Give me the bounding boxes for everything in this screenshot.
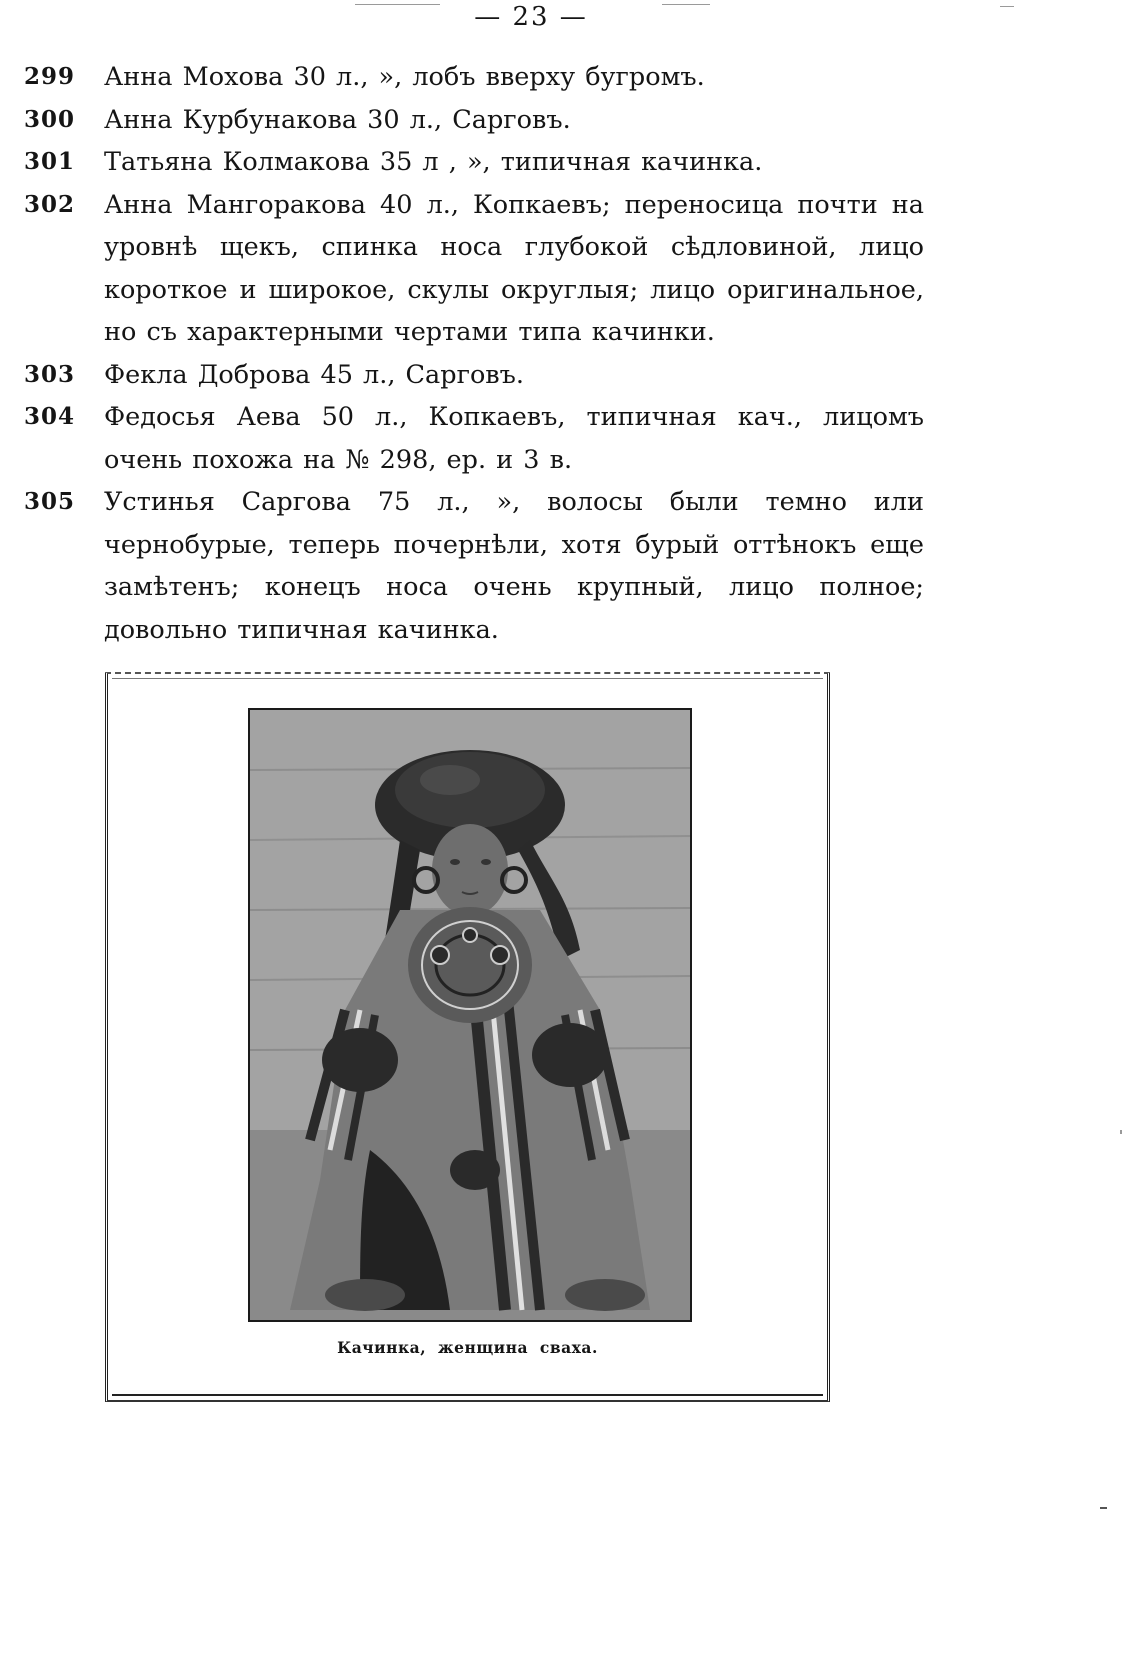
page-number: — 23 —: [474, 2, 588, 32]
entry-number: 299: [24, 63, 76, 90]
entry-text: Устинья Саргова 75 л., », волосы были темно или чернобурые, теперь почернѣли, хотя бурый оттѣнокъ еще замѣтенъ; конецъ носа очень крупный, лицо полное; довольно типичная качинка.: [104, 487, 924, 645]
list-item: [24, 56, 924, 99]
entry-text: Анна Курбунакова 30 л., Сарговъ.: [104, 104, 571, 135]
figure-frame: [105, 672, 830, 1402]
entry-number: 302: [24, 190, 76, 218]
list-item: [24, 396, 924, 481]
scan-speck: [1120, 1130, 1122, 1134]
scan-speck: [1100, 1507, 1107, 1509]
entry-number: 303: [24, 360, 76, 388]
frame-rule: [112, 678, 823, 679]
entry-number: 304: [24, 403, 76, 430]
entry-text: Анна Мангоракова 40 л., Копкаевъ; переносица почти на уровнѣ щекъ, спинка носа глубокой сѣдловиной, лицо короткое и широкое, скулы округлыя; лицо оригинальное, но съ характерными чертами типа качинки.: [104, 189, 924, 347]
portrait-illustration: [250, 710, 690, 1320]
figure-caption: Качинка, женщина сваха.: [337, 1338, 598, 1357]
entry-text: Федосья Аева 50 л., Копкаевъ, типичная кач., лицомъ очень похожа на № 298, ер. и 3 в.: [104, 402, 924, 475]
portrait-photo: [248, 708, 692, 1322]
list-item: [24, 184, 924, 354]
list-item: [24, 141, 924, 184]
frame-rule: [112, 1394, 823, 1396]
entry-text: Татьяна Колмакова 35 л , », типичная качинка.: [104, 147, 763, 177]
entry-text: Анна Мохова 30 л., », лобъ вверху бугромъ.: [104, 62, 705, 92]
entry-number: 301: [24, 148, 76, 175]
entry-text: Фекла Доброва 45 л., Сарговъ.: [104, 359, 524, 390]
list-item: [24, 354, 924, 397]
entry-number: 305: [24, 488, 76, 515]
breast-ornament: [408, 907, 532, 1023]
list-item: [24, 99, 924, 142]
list-item: [24, 481, 924, 651]
entry-number: 300: [24, 105, 76, 133]
entry-list: [24, 56, 924, 651]
